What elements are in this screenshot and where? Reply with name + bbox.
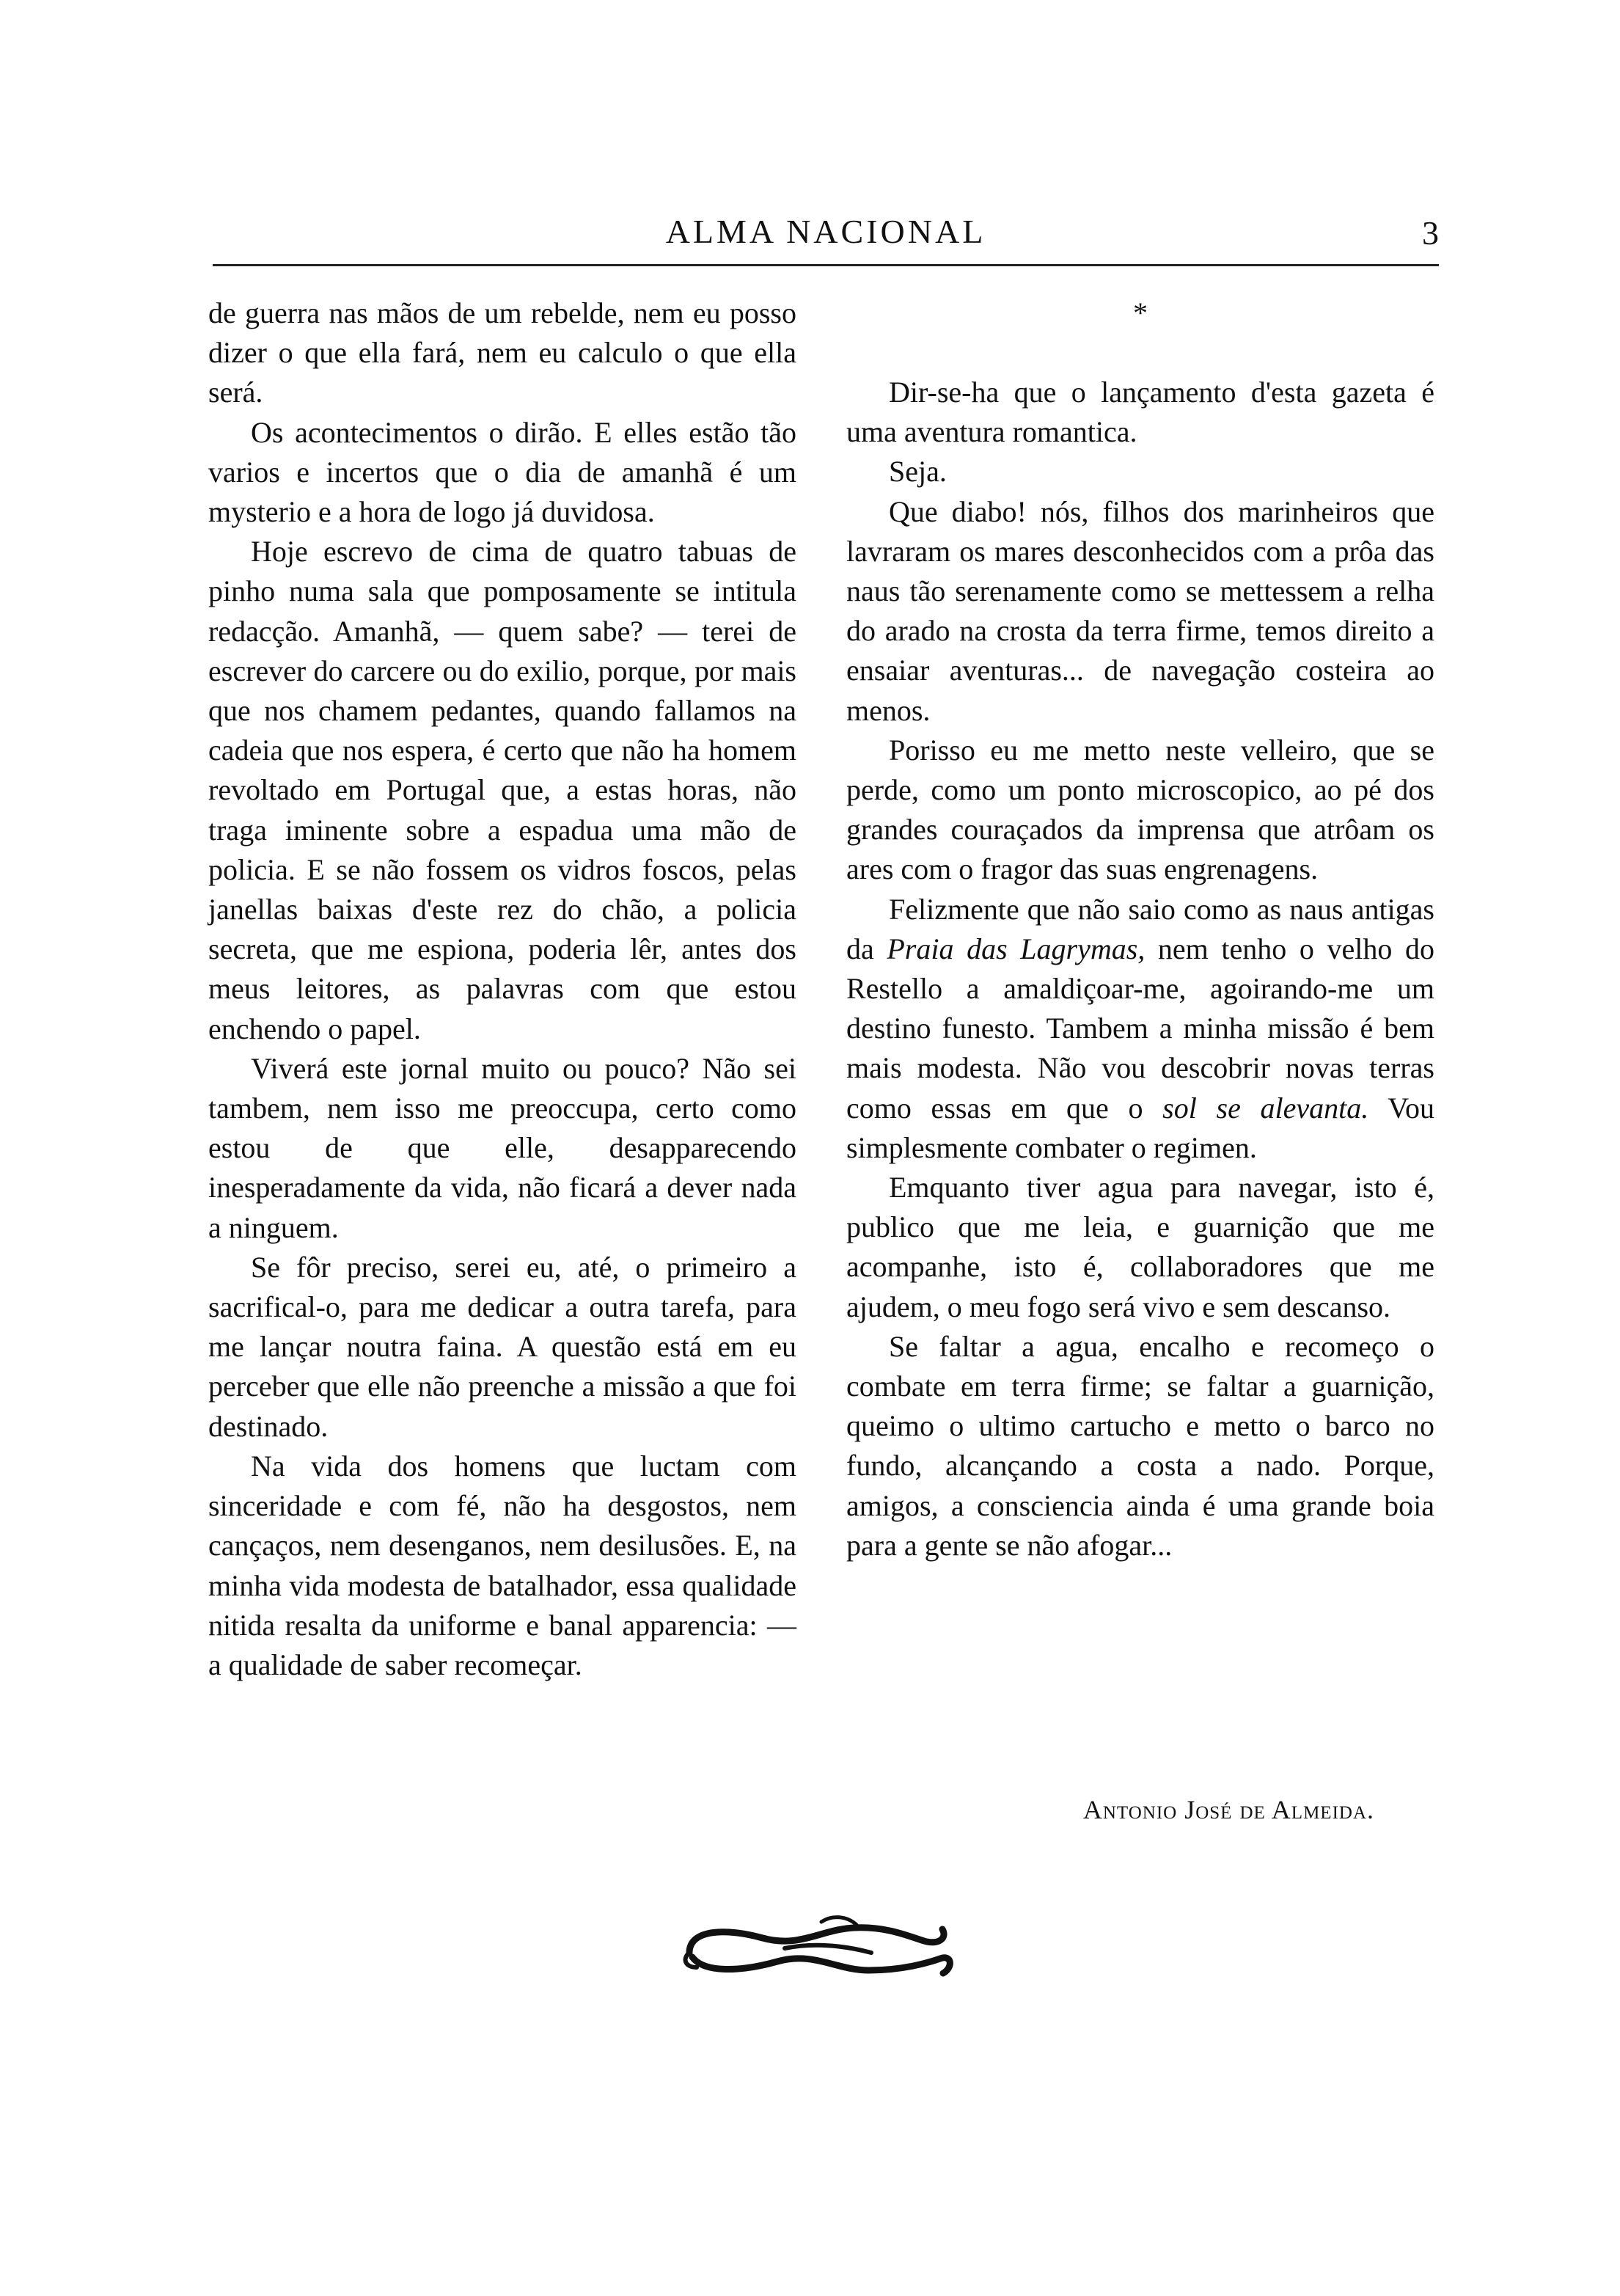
paragraph: de guerra nas mãos de um rebelde, nem eu posso dizer o que ella fará, nem eu calculo o que ella será. (208, 296, 796, 409)
right-column (846, 293, 1434, 1565)
paragraph: Porisso eu me metto neste velleiro, que se perde, como um ponto microscopico, ao pé dos grandes couraçados da imprensa que atrôam os ares com o fragor das suas engrenagens. (846, 733, 1434, 886)
scroll-flourish-icon (675, 1900, 961, 1995)
paragraph: Se fôr preciso, serei eu, até, o primeiro a sacrifical-o, para me dedicar a outra tarefa, para me lançar noutra faina. A questão está em eu perceber que elle não preenche a missão a que foi destinado. (208, 1250, 796, 1443)
left-column (208, 293, 796, 1685)
text-run: Vou simplesmente combater o regimen. (846, 1091, 1434, 1164)
italic-phrase: Praia das Lagrymas, (887, 932, 1146, 965)
paragraph: Na vida dos homens que luctam com sinceridade e com fé, não ha desgostos, nem cançaços, nem desenganos, nem desilusões. E, na minha vida modesta de batalhador, essa qualidade nitida resalta da uniforme e banal apparencia: — a qualidade de saber recomeçar. (208, 1449, 796, 1681)
page-number: 3 (1422, 214, 1439, 252)
text-run: nem tenho o velho do Restello a amaldiçoar-me, agoirando-me um destino funesto. Tambem a minha missão é bem mais modesta. Não vou descobrir novas terras como essas em que o (846, 932, 1434, 1125)
paragraph: Se faltar a agua, encalho e recomeço o combate em terra firme; se faltar a guarnição, queimo o ultimo cartucho e metto o barco no fundo, alcançando a costa a nado. Porque, amigos, a consciencia ainda é uma grande boia para a gente se não afogar... (846, 1329, 1434, 1562)
section-divider: * (1133, 296, 1148, 329)
page-header (213, 210, 1439, 268)
italic-phrase: sol se alevanta. (1162, 1091, 1369, 1125)
paragraph: Hoje escrevo de cima de quatro tabuas de pinho numa sala que pomposamente se intitula redacção. Amanhã, — quem sabe? — terei de escrever do carcere ou do exilio, porque, por mais que nos chamem pedantes, quando fallamos na cadeia que nos espera, é certo que não ha homem revoltado em Portugal que, a estas horas, não traga iminente sobre a espadua uma mão de policia. E se não fossem os vidros foscos, pelas janellas baixas d'este rez do chão, a policia secreta, que me espiona, poderia lêr, antes dos meus leitores, as palavras com que estou enchendo o papel. (208, 535, 796, 1045)
paragraph (846, 890, 1434, 1168)
paragraph: Que diabo! nós, filhos dos marinheiros que lavraram os mares desconhecidos com a prôa das naus tão serenamente como se mettessem a relha do arado na crosta da terra firme, temos direito a ensaiar aventuras... de navegação costeira ao menos. (846, 494, 1434, 727)
paragraph: Viverá este jornal muito ou pouco? Não sei tambem, nem isso me preoccupa, certo como estou de que elle, desapparecendo inesperadamente da vida, não ficará a dever nada a ninguem. (208, 1051, 796, 1244)
author-signature: Antonio José de Almeida. (1082, 1795, 1374, 1824)
text-run: Felizmente que não saio como as naus antigas da (846, 892, 1434, 965)
paragraph: Os acontecimentos o dirão. E elles estão tão varios e incertos que o dia de amanhã é um mysterio e a hora de logo já duvidosa. (208, 415, 796, 529)
header-rule (213, 264, 1439, 266)
paragraph: Emquanto tiver agua para navegar, isto é, publico que me leia, e guarnição que me acompanhe, isto é, collaboradores que me ajudem, o meu fogo será vivo e sem descanso. (846, 1171, 1434, 1323)
paragraph: Dir-se-ha que o lançamento d'esta gazeta é uma aventura romantica. (846, 376, 1434, 449)
paragraph: Seja. (889, 455, 947, 489)
journal-title: ALMA NACIONAL (665, 213, 986, 250)
